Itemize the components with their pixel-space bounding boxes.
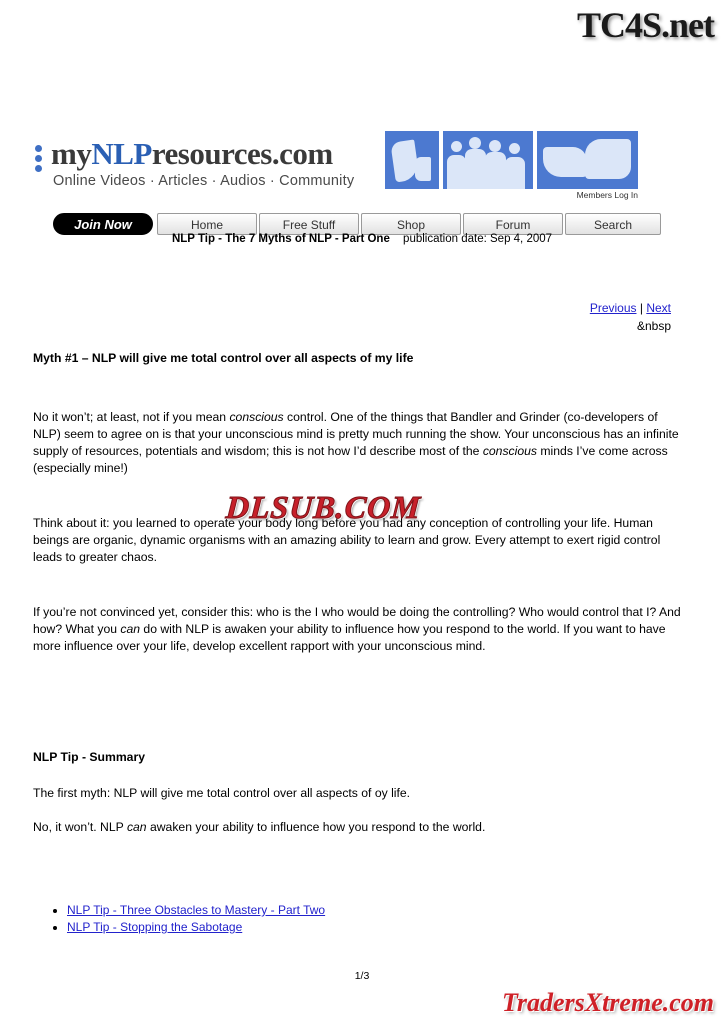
article-paragraph-3 (33, 604, 688, 655)
article-paragraph-2: Think about it: you learned to operate your body long before you had any conception of controlling your life. Human beings are organic, dynamic organisms with an amazing ability to learn and grow. Every attempt to exert rigid control leads to greater chaos. (33, 516, 661, 564)
previous-link[interactable]: Previous (589, 301, 637, 315)
related-link-2[interactable]: NLP Tip - Stopping the Sabotage (67, 920, 243, 934)
logo-highlight: NLP (91, 136, 152, 171)
publication-date: publication date: Sep 4, 2007 (403, 233, 553, 245)
list-item[interactable] (67, 920, 549, 934)
pager-separator: | (639, 301, 643, 315)
summary-line2-part-a: No, it won’t. NLP (33, 820, 127, 834)
next-link[interactable]: Next (646, 301, 671, 315)
page-title: NLP Tip - The 7 Myths of NLP - Part One (171, 233, 390, 245)
logo-wordmark (51, 136, 333, 172)
page-number: 1/3 (354, 970, 370, 982)
para3-emphasis: can (120, 622, 141, 636)
logo-prefix: my (51, 136, 92, 171)
document-title-line (0, 233, 724, 245)
summary-line-1: The first myth: NLP will give me total control over all aspects of oy life. (33, 786, 411, 800)
article-paragraph-1 (33, 409, 688, 477)
para1-emphasis-2: conscious (482, 444, 538, 458)
summary-line-2 (33, 819, 688, 836)
nav-search-button[interactable]: Search (565, 213, 661, 235)
tradersxtreme-watermark: TradersXtreme.com (501, 988, 714, 1017)
para3-part-a: If you’re not convinced yet, consider this: who is the I who would be doing the controlling? Who would control that I? And how? What you (33, 605, 681, 636)
banner-panel-3-icon (537, 131, 638, 189)
logo-tagline: Online Videos · Articles · Audios · Community (53, 173, 355, 189)
dlsub-watermark: DLSUB.COM (224, 489, 423, 525)
logo-suffix: resources.com (151, 136, 333, 171)
banner-panel-people-icon (443, 131, 533, 189)
list-item[interactable] (67, 903, 549, 917)
related-links (49, 903, 549, 937)
logo-dots-icon (35, 145, 47, 171)
related-link-1[interactable]: NLP Tip - Three Obstacles to Mastery - Part Two (67, 903, 326, 917)
tc4s-watermark: TC4S.net (576, 5, 714, 45)
summary-line2-part-b: awaken your ability to influence how you respond to the world. (146, 820, 486, 834)
banner-panel-1-icon (385, 131, 439, 189)
nav-shop-button[interactable]: Shop (361, 213, 461, 235)
para1-part-a: No it won’t; at least, not if you mean (33, 410, 230, 424)
para1-part-b: control. One of the things that Bandler and Grinder (co-developers of NLP) seem to agree on is that your unconscious mind is pretty much running the show. Your unconscious has an infinite supply of resources, potentials and wisdom; this is not how I’d describe most of the (33, 410, 679, 458)
summary-line2-emphasis: can (126, 820, 147, 834)
para1-emphasis-1: conscious (229, 410, 284, 424)
article-heading: Myth #1 – NLP will give me total control over all aspects of my life (33, 351, 414, 365)
para3-part-b: do with NLP is awaken your ability to influence how you respond to the world. If you want to have more influence over your life, develop excellent rapport with your unconscious mind. (33, 622, 666, 653)
site-logo[interactable] (33, 131, 378, 196)
nav-forum-button[interactable]: Forum (463, 213, 563, 235)
nav-home-button[interactable]: Home (157, 213, 257, 235)
summary-heading: NLP Tip - Summary (33, 750, 145, 764)
nav-join-now-button[interactable]: Join Now (53, 213, 153, 235)
nbsp-text: &nbsp (636, 319, 671, 333)
nav-free-stuff-button[interactable]: Free Stuff (259, 213, 359, 235)
members-login-link[interactable]: Members Log In (576, 190, 638, 200)
pager-links (590, 301, 671, 315)
banner-images (385, 131, 638, 189)
para1-part-c: minds I’ve come across (especially mine!) (33, 444, 668, 475)
